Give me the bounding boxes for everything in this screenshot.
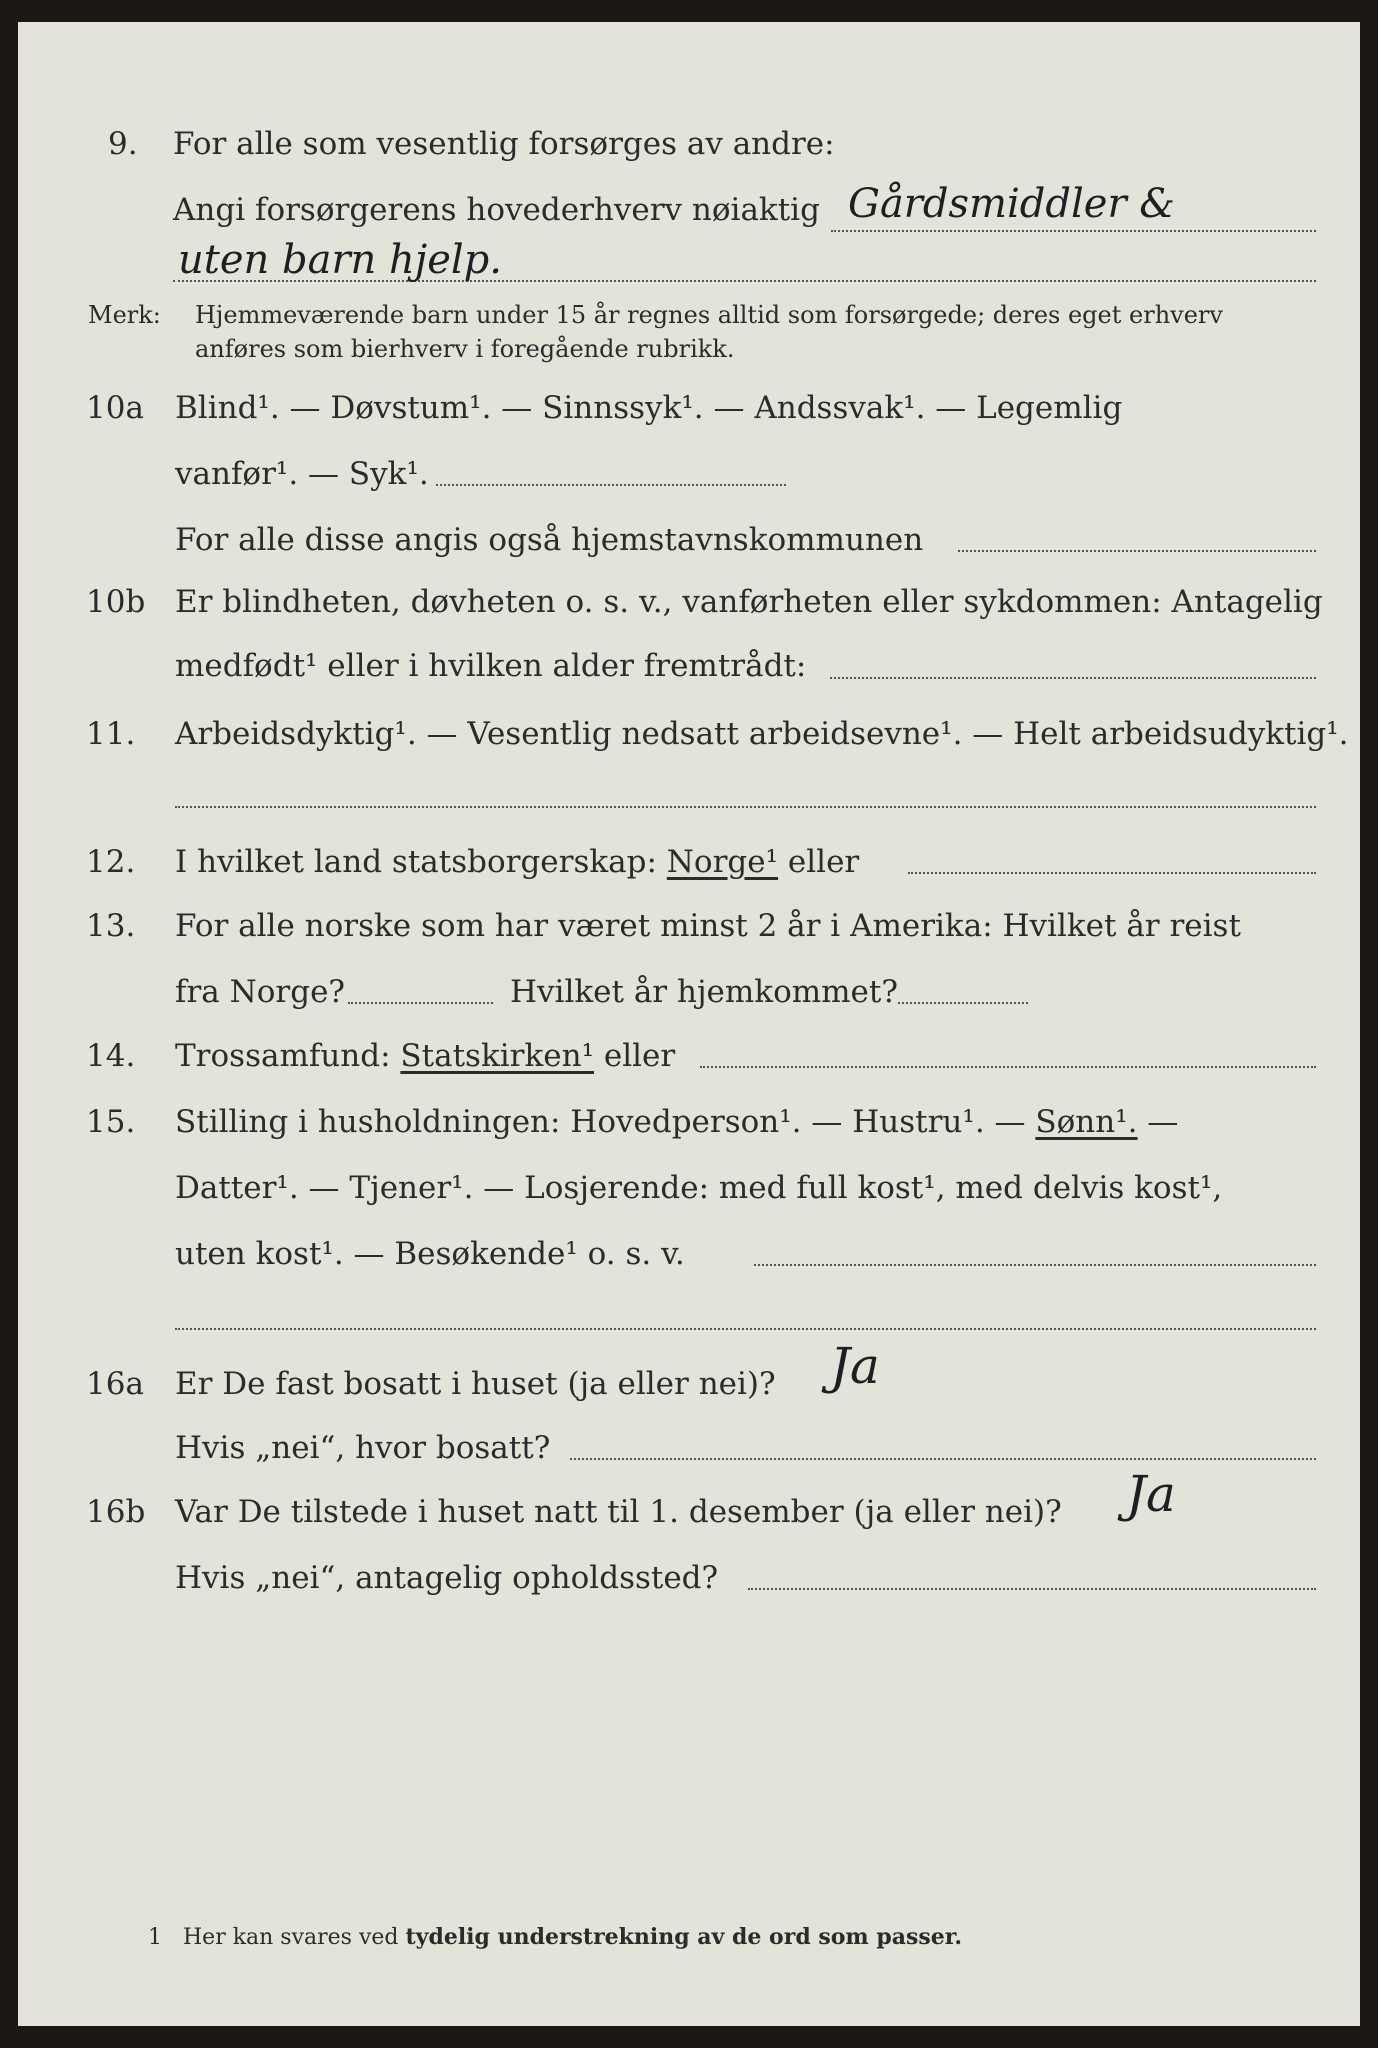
q15-text2: Datter¹. — Tjener¹. — Losjerende: med full kost¹, med delvis kost¹, [175, 1170, 1223, 1206]
merk-text2: anføres som bierhverv i foregående rubrikk. [195, 335, 735, 363]
q15-text1 [175, 1100, 1178, 1144]
q9-line1 [18, 122, 1360, 166]
q15-line1 [18, 1100, 1360, 1144]
q10a-number: 10a [86, 390, 144, 426]
q10b-number: 10b [86, 584, 146, 620]
q15-line3 [18, 1232, 1360, 1276]
q13-hjemkommet-line [898, 1002, 1028, 1004]
q14-line1 [18, 1034, 1360, 1078]
q9-handwritten-answer2: uten barn hjelp. [178, 237, 502, 283]
q9-text2: Angi forsørgerens hovederhverv nøiaktig [173, 192, 820, 228]
q16b-answer-line [748, 1588, 1316, 1590]
q13-text1: For alle norske som har været minst 2 år i Amerika: Hvilket år reist [175, 908, 1241, 944]
q15-text1-post: — [1147, 1104, 1179, 1140]
q13-line2 [18, 970, 1360, 1014]
q10b-answer-line [830, 677, 1316, 679]
q14-text [175, 1034, 675, 1078]
q10a-syk-line [436, 484, 786, 486]
q16a-line1 [18, 1362, 1360, 1406]
q16a-answer-line [570, 1458, 1316, 1460]
q12-post: eller [787, 844, 860, 880]
q9-handwritten-answer1: Gårdsmiddler & [848, 181, 1175, 227]
q10b-line1 [18, 580, 1360, 624]
merk-text1: Hjemmeværende barn under 15 år regnes alltid som forsørgede; deres eget erhverv [195, 301, 1223, 329]
q10a-text3: For alle disse angis også hjemstavnskommunen [175, 522, 924, 558]
footnote [148, 1922, 962, 1953]
q11-answer-line [175, 806, 1316, 808]
q12-line1 [18, 840, 1360, 884]
q12-pre: I hvilket land statsborgerskap: [175, 844, 657, 880]
q9-answer-line1 [831, 230, 1316, 232]
q12-number: 12. [86, 844, 136, 880]
footnote-bold: tydelig understrekning av de ord som passer. [405, 1924, 962, 1950]
q13-text2a: fra Norge? [175, 974, 346, 1010]
q15-number: 15. [86, 1104, 136, 1140]
q16a-text1: Er De fast bosatt i huset (ja eller nei)? [175, 1366, 776, 1402]
q14-answer-line [700, 1066, 1316, 1068]
q14-underlined-statskirken: Statskirken¹ [400, 1038, 594, 1074]
q10a-line1 [18, 386, 1360, 430]
q16b-handwritten-answer: Ja [1126, 1465, 1176, 1523]
q16a-handwritten-answer: Ja [830, 1337, 880, 1395]
q15-line2 [18, 1166, 1360, 1210]
q16a-number: 16a [86, 1366, 144, 1402]
q10a-line3 [18, 518, 1360, 562]
q11-text1: Arbeidsdyktig¹. — Vesentlig nedsatt arbeidsevne¹. — Helt arbeidsudyktig¹. [175, 716, 1349, 752]
q12-underlined-norge: Norge¹ [666, 844, 779, 880]
q13-number: 13. [86, 908, 136, 944]
footnote-mark: 1 [148, 1925, 162, 1950]
q13-reist-line [348, 1002, 493, 1004]
q12-answer-line [908, 872, 1316, 874]
q10b-line2 [18, 644, 1360, 688]
q10a-hjemstavn-line [958, 550, 1316, 552]
q13-text2b: Hvilket år hjemkommet? [510, 974, 898, 1010]
merk-label: Merk: [88, 301, 161, 329]
q16b-text1: Var De tilstede i huset natt til 1. desember (ja eller nei)? [175, 1494, 1062, 1530]
q14-pre: Trossamfund: [175, 1038, 391, 1074]
q15-text1-pre: Stilling i husholdningen: Hovedperson¹. — Hustru¹. — [175, 1104, 1026, 1140]
q10a-line2 [18, 452, 1360, 496]
q16b-text2: Hvis „nei“, antagelig opholdssted? [175, 1560, 719, 1596]
q10b-text2: medfødt¹ eller i hvilken alder fremtrådt: [175, 648, 807, 684]
q11-number: 11. [86, 716, 136, 752]
q9-number: 9. [108, 126, 138, 162]
footnote-plain: Her kan svares ved [182, 1925, 399, 1950]
q16a-line2 [18, 1426, 1360, 1470]
q12-text [175, 840, 859, 884]
q10a-text2: vanfør¹. — Syk¹. [175, 456, 429, 492]
q14-post: eller [603, 1038, 676, 1074]
q10a-text1: Blind¹. — Døvstum¹. — Sinnssyk¹. — Andssvak¹. — Legemlig [175, 390, 1123, 426]
q16b-line2 [18, 1556, 1360, 1600]
q9-text1: For alle som vesentlig forsørges av andre: [173, 126, 835, 162]
q14-number: 14. [86, 1038, 136, 1074]
q16b-number: 16b [86, 1494, 146, 1530]
q10b-text1: Er blindheten, døvheten o. s. v., vanførheten eller sykdommen: Antagelig [175, 584, 1323, 620]
q15-text3: uten kost¹. — Besøkende¹ o. s. v. [175, 1236, 685, 1272]
census-form-page [18, 22, 1360, 2026]
q15-underlined-sonn: Sønn¹. [1035, 1104, 1138, 1140]
q11-line1 [18, 712, 1360, 756]
q15-answer-line1 [754, 1264, 1316, 1266]
q16a-text2: Hvis „nei“, hvor bosatt? [175, 1430, 551, 1466]
q15-answer-line2 [175, 1328, 1316, 1330]
q13-line1 [18, 904, 1360, 948]
